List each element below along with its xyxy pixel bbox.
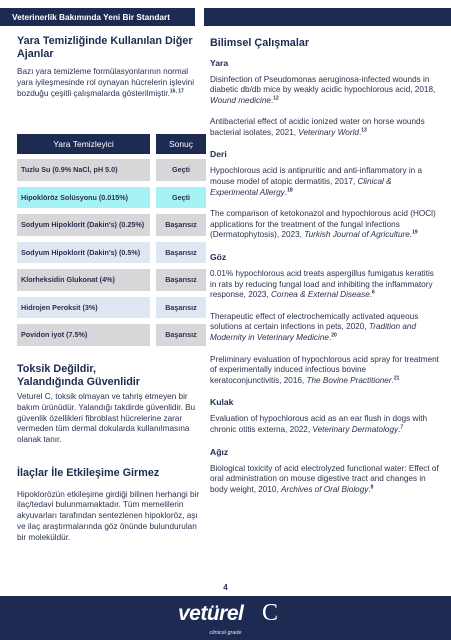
table-row	[17, 242, 206, 264]
brand-logo: vetürel	[178, 602, 244, 625]
table-row	[17, 297, 206, 319]
header-banner	[0, 8, 195, 26]
toxicity-heading-line2: Yalandığında Güvenlidir	[17, 375, 140, 388]
reference-number: 21	[393, 375, 400, 382]
reference-text: Hypochlorous acid is antipruritic and anti-inflammatory in a mouse model of atopic dermatitis, 2017,	[210, 166, 423, 187]
cleanser-table	[17, 134, 206, 352]
study-reference	[210, 75, 439, 107]
study-category-heading: Göz	[210, 252, 227, 263]
studies-sections	[210, 58, 439, 496]
reference-punctuation: .	[398, 424, 401, 434]
header-title: Veterinerlik Bakımında Yeni Bir Standart	[12, 12, 171, 22]
studies-heading: Bilimsel Çalışmalar	[210, 37, 310, 49]
drug-interaction-section	[17, 467, 205, 543]
reference-journal: Cornea & External Disease	[271, 290, 370, 300]
reference-punctuation: .	[368, 484, 371, 494]
reference-journal: Tradition and Modernity in Veterinary Medicine	[210, 322, 417, 342]
reference-number: 20	[331, 332, 337, 339]
reference-text: Disinfection of Pseudomonas aeruginosa-infected wounds in diabetic db/db mice by weakly acidic hypochlorous acid, 2018,	[210, 74, 436, 95]
reference-number: 18	[287, 186, 293, 193]
reference-journal: Archives of Oral Biology	[281, 484, 369, 494]
reference-punctuation: .	[270, 95, 274, 105]
cleanser-name: Sodyum Hipoklorit (Dakin's) (0.5%)	[17, 242, 150, 264]
study-reference	[210, 269, 439, 301]
reference-number: 13	[361, 127, 367, 134]
cleanser-result: Geçti	[156, 159, 206, 181]
reference-journal: Clinical & Experimental Allergy	[210, 177, 392, 197]
toxicity-text: Veturel C, toksik olmayan ve tahriş etmeyen bir bakım ürünüdür. Yalandığı takdirde güvenlidir. Bu güvenlik özellikleri fibroblast hücrelerine zarar vermeden tüm dermal dokularda kullanılmasına olanak tanır.	[17, 392, 196, 445]
table-row	[17, 159, 206, 181]
reference-punctuation: .	[391, 375, 394, 385]
cleanser-name: Tuzlu Su (0.9% NaCl, pH 5.0)	[17, 159, 150, 181]
brand-logo-letter: C	[262, 600, 279, 626]
reference-number: 12	[273, 94, 279, 101]
study-reference	[210, 355, 439, 387]
wound-agents-heading: Yara Temizliğinde Kullanılan Diğer Ajanlar	[17, 35, 193, 60]
header-bar-right	[204, 8, 451, 26]
study-reference	[210, 464, 439, 496]
drug-interaction-heading: İlaçlar İle Etkileşime Girmez	[17, 467, 160, 479]
right-column	[210, 37, 439, 495]
page-number: 4	[223, 583, 228, 592]
reference-text: Antibacterial effect of acidic ionized water on horse wounds bacterial isolates, 2021,	[210, 117, 425, 137]
reference-text: Biological toxicity of acid electrolyzed functional water: Effect of oral administration on mouse digestive tract and changes in body weight, 2010,	[210, 463, 439, 494]
reference-text: The comparison of ketokonazol and hypochlorous acid (HOCl) applications for the treatment of the fungal infections (Dermatophytosis), 2023,	[210, 209, 436, 240]
table-row	[17, 187, 206, 209]
reference-text: 0.01% hypochlorous acid treats aspergillus fumigatus keratitis in rats by reducing fungal load and inhibiting the inflammatory response, 2023,	[210, 269, 434, 300]
cleanser-result: Başarısız	[156, 214, 206, 236]
reference-punctuation: .	[409, 230, 413, 240]
table-row	[17, 269, 206, 291]
reference-punctuation: .	[358, 127, 362, 137]
left-column	[17, 35, 201, 99]
study-reference	[210, 209, 439, 241]
cleanser-name: Sodyum Hipoklorit (Dakin's) (0.25%)	[17, 214, 150, 236]
header-result: Sonuç	[156, 134, 206, 154]
study-reference	[210, 312, 439, 344]
study-reference	[210, 414, 439, 435]
reference-text: Preliminary evaluation of hypochlorous acid spray for treatment of experimentally induced infectious bovine keratoconjunctivitis, 2016,	[210, 354, 439, 385]
study-category-heading: Yara	[210, 57, 229, 68]
toxicity-section	[17, 363, 205, 446]
table-row	[17, 324, 206, 346]
cleanser-result: Başarısız	[156, 242, 206, 264]
reference-number: 7	[400, 424, 404, 431]
reference-journal: Wound medicine	[210, 95, 271, 105]
brand-tagline: clinical grade	[209, 630, 242, 636]
cleanser-result: Başarısız	[156, 297, 206, 319]
cleanser-result: Başarısız	[156, 269, 206, 291]
reference-text: Evaluation of hypochlorous acid as an ear flush in dogs with chronic otitis externa, 2022,	[210, 414, 428, 434]
study-category-heading: Deri	[210, 149, 227, 160]
reference-journal: Veterinary World	[298, 127, 359, 137]
toxicity-heading-line1: Toksik Değildir,	[17, 363, 96, 375]
table-header	[17, 134, 206, 154]
reference-punctuation: .	[284, 187, 288, 197]
cleanser-name: Hipoklöröz Solüsyonu (0.015%)	[17, 187, 150, 209]
cleanser-name: Povidon iyot (7.5%)	[17, 324, 150, 346]
cleanser-result: Başarısız	[156, 324, 206, 346]
study-reference	[210, 166, 439, 198]
table-row	[17, 214, 206, 236]
reference-text: Therapeutic effect of electrochemically activated aqueous solutions at certain infections in pets, 2020,	[210, 311, 419, 332]
reference-journal: Turkish Journal of Agriculture	[304, 230, 410, 240]
study-category-heading: Kulak	[210, 397, 234, 408]
cleanser-result: Geçti	[156, 187, 206, 209]
reference-punctuation: .	[328, 333, 332, 342]
reference-number: 6	[372, 289, 375, 296]
wound-agents-text: Bazı yara temizleme formülasyonlarının normal yara iyileşmesinde rol oynayan hücrelerin işlevini bozduğu çeşitli çalışmalarda gösterilmiştir.$^{16, 17}$	[17, 67, 195, 98]
study-reference	[210, 117, 439, 138]
reference-journal: The Bovine Practitioner	[306, 375, 392, 385]
cleanser-name: Klorheksidin Glukonat (4%)	[17, 269, 150, 291]
reference-punctuation: .	[369, 290, 373, 300]
reference-number: 19	[412, 229, 418, 236]
reference-number: 8	[370, 484, 374, 491]
header-cleanser: Yara Temizleyici	[17, 134, 150, 154]
study-category-heading: Ağız	[210, 446, 229, 457]
reference-journal: Veterinary Dermatology	[312, 424, 399, 434]
drug-interaction-text: Hipoklorözün etkileşime girdiği bilinen herhangi bir ilaç/tedavi bulunmamaktadır. Tüm memelilerin akyuvarları tarafından sentezlenen hipokloröz, aşı ve ilaç araştırmalarında göz önünde bulundurulan bir moleküldür.	[17, 489, 200, 542]
cleanser-name: Hidrojen Peroksit (3%)	[17, 297, 150, 319]
